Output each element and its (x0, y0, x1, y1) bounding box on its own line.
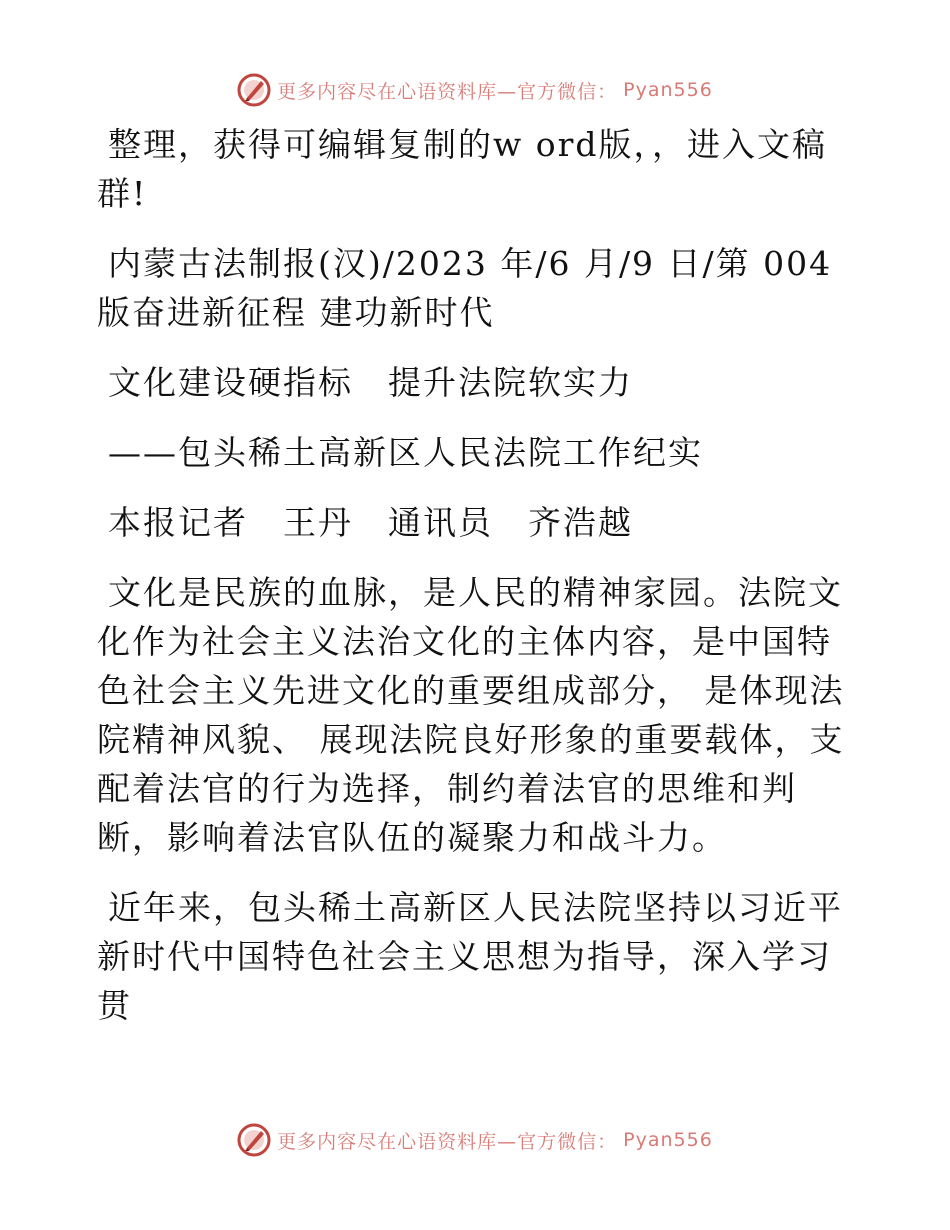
byline: 本报记者 王丹 通讯员 齐浩越 (108, 503, 633, 542)
banner-text: 更多内容尽在心语资料库—官方微信： (277, 1130, 618, 1153)
body-paragraph: 文化是民族的血脉，是人民的精神家园。法院文化作为社会主义法治文化的主体内容，是中国特色社会主义先进文化的重要组成部分， 是体现法院精神风貌、 展现法院良好形象的重要载体，支配着法官的行为选择，制约着法官的思维和判断，影响着法官队伍的凝聚力和战斗力。 (97, 573, 845, 857)
wechat-id: Pyan556 (623, 79, 713, 101)
quill-pen-seal-logo-icon (237, 1123, 271, 1157)
headline: 文化建设硬指标 提升法院软实力 (108, 363, 633, 402)
quill-pen-seal-logo-icon (237, 73, 271, 107)
source-line: 内蒙古法制报(汉)/2023 年/6 月/9 日/第 004 版奋进新征程 建功新时代 (97, 244, 833, 332)
document-body (97, 120, 857, 1051)
wechat-id: Pyan556 (623, 1129, 713, 1151)
intro-line: 整理，获得可编辑复制的w ord版，，进入文稿群! (97, 125, 828, 213)
subheadline: ——包头稀土高新区人民法院工作纪实 (108, 433, 703, 472)
header-banner (0, 70, 950, 110)
banner-text: 更多内容尽在心语资料库—官方微信： (277, 80, 618, 103)
footer-banner (0, 1120, 950, 1160)
body-paragraph: 近年来，包头稀土高新区人民法院坚持以习近平新时代中国特色社会主义思想为指导，深入学习贯 (97, 888, 843, 1025)
